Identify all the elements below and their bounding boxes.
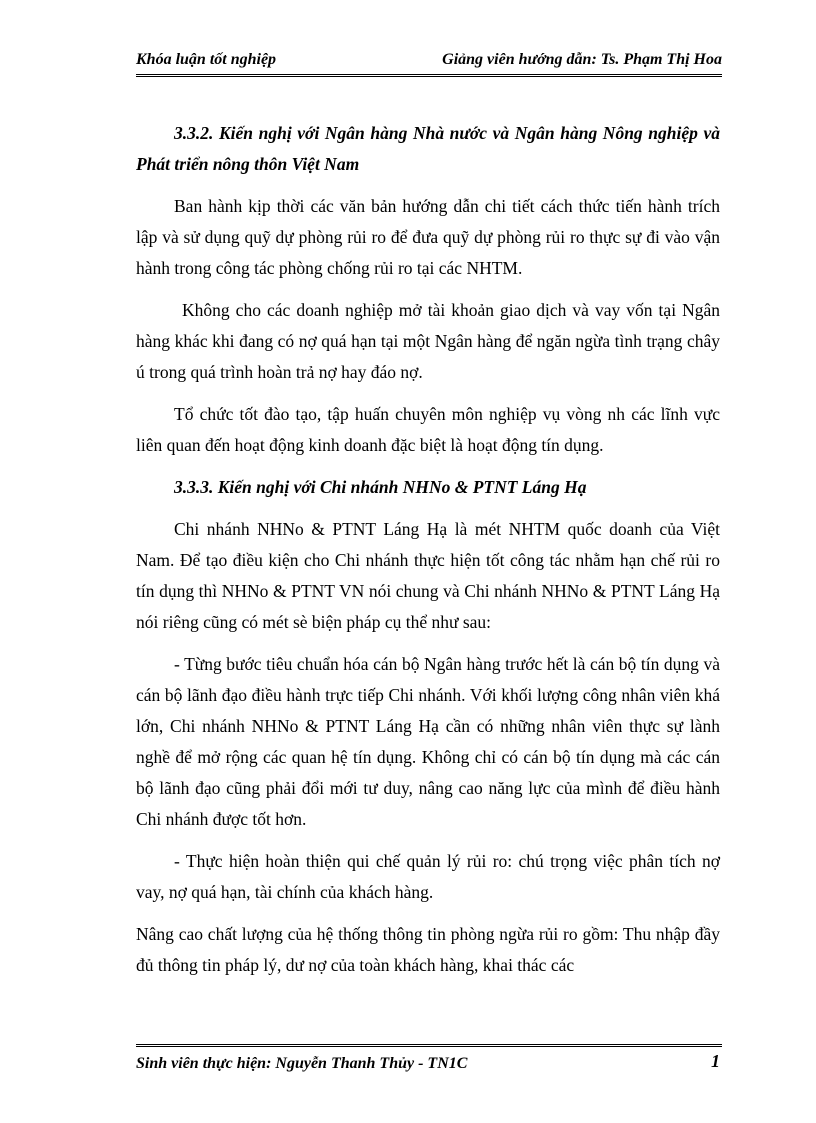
page-number: 1 [711,1051,720,1071]
section-heading-3-3-3: 3.3.3. Kiến nghị với Chi nhánh NHNo & PTNT Láng Hạ [174,477,587,497]
paragraph-1: Ban hành kịp thời các văn bản hướng dẫn chi tiết cách thức tiến hành trích lập và sử dụng quỹ dự phòng rủi ro để đưa quỹ dự phòng rủi ro thực sự đi vào vận hành trong công tác phòng chống rủi ro tại các NHTM. [136,196,720,278]
header-thesis-label: Khóa luận tốt nghiệp [136,51,277,68]
paragraph-4: Chi nhánh NHNo & PTNT Láng Hạ là mét NHTM quốc doanh của Việt Nam. Để tạo điều kiện cho Chi nhánh thực hiện tốt công tác nhằm hạn chế rủi ro tín dụng thì NHNo & PTNT VN nói chung và Chi nhánh NHNo & PTNT Láng Hạ nói riêng cũng có mét sè biện pháp cụ thể như sau: [136,519,720,632]
header-advisor-label: Giảng viên hướng dẫn: Ts. Phạm Thị Hoa [442,51,722,68]
footer-student-label: Sinh viên thực hiện: Nguyễn Thanh Thủy - TN1C [136,1055,468,1072]
paragraph-2: Không cho các doanh nghiệp mở tài khoản giao dịch và vay vốn tại Ngân hàng khác khi đang có nợ quá hạn tại một Ngân hàng để ngăn ngừa tình trạng chây ú trong quá trình hoàn trả nợ hay đáo nợ. [136,300,720,382]
page-header [136,50,722,77]
page-body [136,118,720,992]
page-footer [136,1044,722,1073]
section-heading-3-3-2: 3.3.2. Kiến nghị với Ngân hàng Nhà nước và Ngân hàng Nông nghiệp và Phát triển nông thôn Việt Nam [136,123,720,174]
paragraph-3: Tổ chức tốt đào tạo, tập huấn chuyên môn nghiệp vụ vòng nh các lĩnh vực liên quan đến hoạt động kinh doanh đặc biệt là hoạt động tín dụng. [136,404,720,455]
paragraph-6: - Thực hiện hoàn thiện qui chế quản lý rủi ro: chú trọng việc phân tích nợ vay, nợ quá hạn, tài chính của khách hàng. [136,851,720,902]
paragraph-7: Nâng cao chất lượng của hệ thống thông tin phòng ngừa rủi ro gồm: Thu nhập đầy đủ thông tin pháp lý, dư nợ của toàn khách hàng, khai thác các [136,924,720,975]
paragraph-5: - Từng bước tiêu chuẩn hóa cán bộ Ngân hàng trước hết là cán bộ tín dụng và cán bộ lãnh đạo điều hành trực tiếp Chi nhánh. Với khối lượng công nhân viên khá lớn, Chi nhánh NHNo & PTNT Láng Hạ cần có những nhân viên thực sự lành nghề để mở rộng các quan hệ tín dụng. Không chỉ có cán bộ tín dụng mà các cán bộ lãnh đạo cũng phải đổi mới tư duy, nâng cao năng lực của mình để điều hành Chi nhánh được tốt hơn. [136,654,720,829]
